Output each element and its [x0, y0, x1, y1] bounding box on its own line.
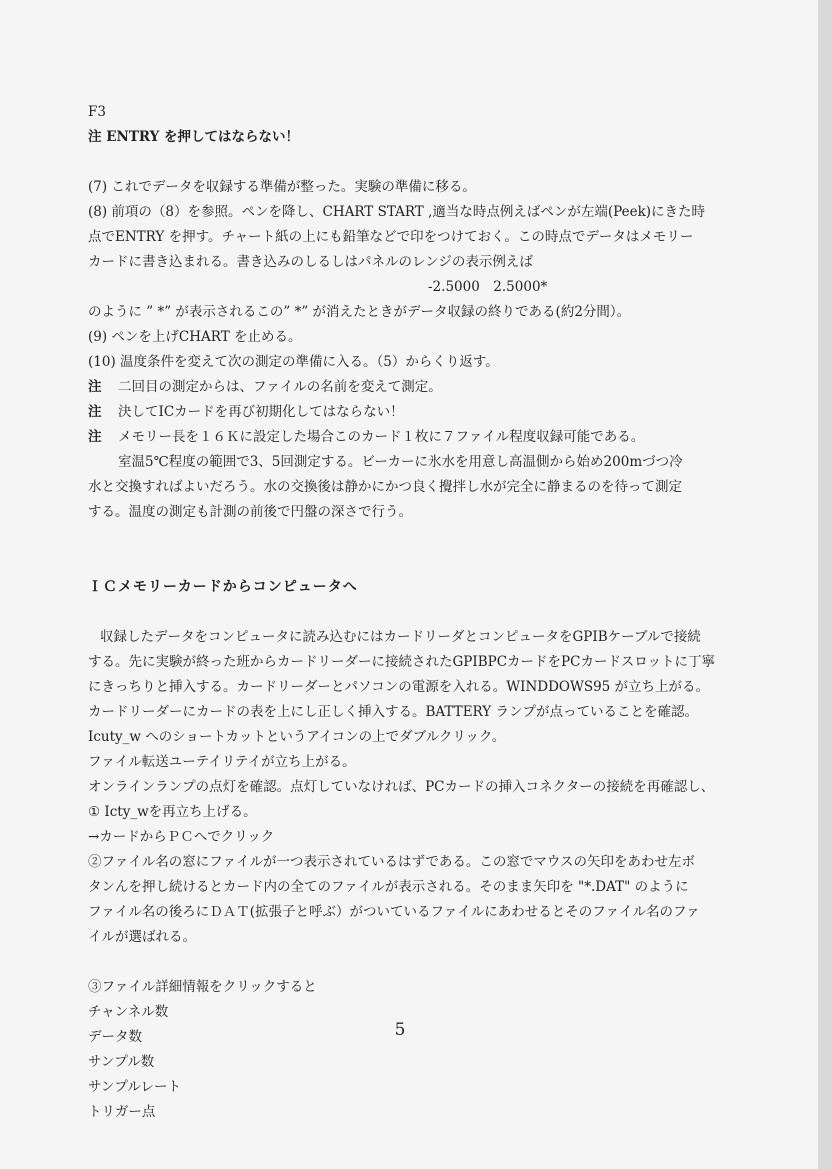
- step-8-line-1: (8) 前項の（8）を参照。ペンを降し、CHART START ,適当な時点例えばペンが左端(Peek)にきた時: [88, 204, 706, 220]
- step-9: (9) ペンを上げCHART を止める。: [88, 329, 302, 345]
- note-text: 決してICカードを再び初期化してはならない！: [118, 404, 404, 420]
- section-line-9: →カードからＰＣへでクリック: [88, 829, 275, 845]
- spacer: [88, 550, 728, 575]
- detail-intro: ③ファイル詳細情報をクリックすると: [88, 979, 317, 995]
- detail-item: トリガー点: [88, 1104, 156, 1120]
- step-8-after: のように ” *” が表示されるこの” *” が消えたときがデータ収録の終りである(約2分間）。: [88, 304, 631, 320]
- page-content: [88, 100, 728, 1125]
- temperature-line-2: 水と交換すればよいだろう。水の交換後は静かにかつ良く攪拌し水が完全に静まるのを待って測定: [88, 479, 682, 495]
- temperature-line-3: する。温度の測定も計測の前後で円盤の深さで行う。: [88, 504, 412, 520]
- note-row: [88, 375, 728, 400]
- temperature-line-1: 室温5℃程度の範囲で3、5回測定する。ビーカーに氷水を用意し高温側から始め200mづつ冷: [118, 454, 683, 470]
- note-mark: 注: [88, 429, 102, 445]
- spacer: [88, 600, 728, 625]
- step-8-line-3: カードに書き込まれる。書き込みのしるしはパネルのレンジの表示例えば: [88, 254, 533, 270]
- section-line-3: にきっちりと挿入する。カードリーダーとパソコンの電源を入れる。WINDDOWS95 が立ち上がる。: [88, 679, 710, 695]
- spacer: [88, 525, 728, 550]
- display-values: -2.5000 2.5000*: [428, 279, 548, 295]
- spacer: [88, 150, 728, 175]
- header-label: F3: [88, 104, 106, 120]
- section-heading: ＩＣメモリーカードからコンピュータへ: [88, 579, 358, 595]
- page-number: 5: [394, 1020, 406, 1040]
- step-7: (7) これでデータを収録する準備が整った。実験の準備に移る。: [88, 179, 476, 195]
- step-8-line-2: 点でENTRY を押す。チャート紙の上にも鉛筆などで印をつけておく。この時点でデータはメモリー: [88, 229, 694, 245]
- spacer: [88, 950, 728, 975]
- section-line-7: オンラインランプの点灯を確認。点灯していなければ、PCカードの挿入コネクターの接続を再確認し、: [88, 779, 715, 795]
- detail-item: サンプルレート: [88, 1079, 181, 1095]
- section-line-10: ②ファイル名の窓にファイルが一つ表示されているはずである。この窓でマウスの矢印をあわせ左ボ: [88, 854, 695, 870]
- note-mark: 注: [88, 404, 102, 420]
- note-mark: 注: [88, 379, 102, 395]
- note-row: [88, 400, 728, 425]
- section-line-6: ファイル転送ユーテイリテイが立ち上がる。: [88, 754, 356, 770]
- section-line-13: イルが選ばれる。: [88, 929, 196, 945]
- section-line-12: ファイル名の後ろにＤＡＴ(拡張子と呼ぶ）がついているファイルにあわせるとそのファイル名のファ: [88, 904, 700, 920]
- section-line-2: する。先に実験が終った班からカードリーダーに接続されたGPIBPCカードをPCカードスロットに丁寧: [88, 654, 716, 670]
- step-10: (10) 温度条件を変えて次の測定の準備に入る。（5）からくり返す。: [88, 354, 499, 370]
- note-row: [88, 425, 728, 450]
- detail-item: チャンネル数: [88, 1004, 169, 1020]
- note-text: 二回目の測定からは、ファイルの名前を変えて測定。: [118, 379, 442, 395]
- page-edge-shadow: [818, 0, 832, 1169]
- entry-warning: 注 ENTRY を押してはならない！: [88, 129, 300, 145]
- detail-item: データ数: [88, 1029, 142, 1045]
- section-line-5: Icuty_w へのショートカットというアイコンの上でダブルクリック。: [88, 729, 506, 745]
- section-line-1: 収録したデータをコンピュータに読み込むにはカードリーダとコンピュータをGPIBケーブルで接続: [100, 629, 701, 645]
- note-text: メモリー長を１６Ｋに設定した場合このカード１枚に７ファイル程度収録可能である。: [118, 429, 645, 445]
- section-line-11: タンんを押し続けるとカード内の全てのファイルが表示される。そのまま矢印を "*.DAT" のように: [88, 879, 689, 895]
- section-line-8: ① Icty_wを再立ち上げる。: [88, 804, 257, 820]
- detail-item: サンプル数: [88, 1054, 155, 1070]
- section-line-4: カードリーダーにカードの表を上にし正しく挿入する。BATTERY ランプが点っていることを確認。: [88, 704, 698, 720]
